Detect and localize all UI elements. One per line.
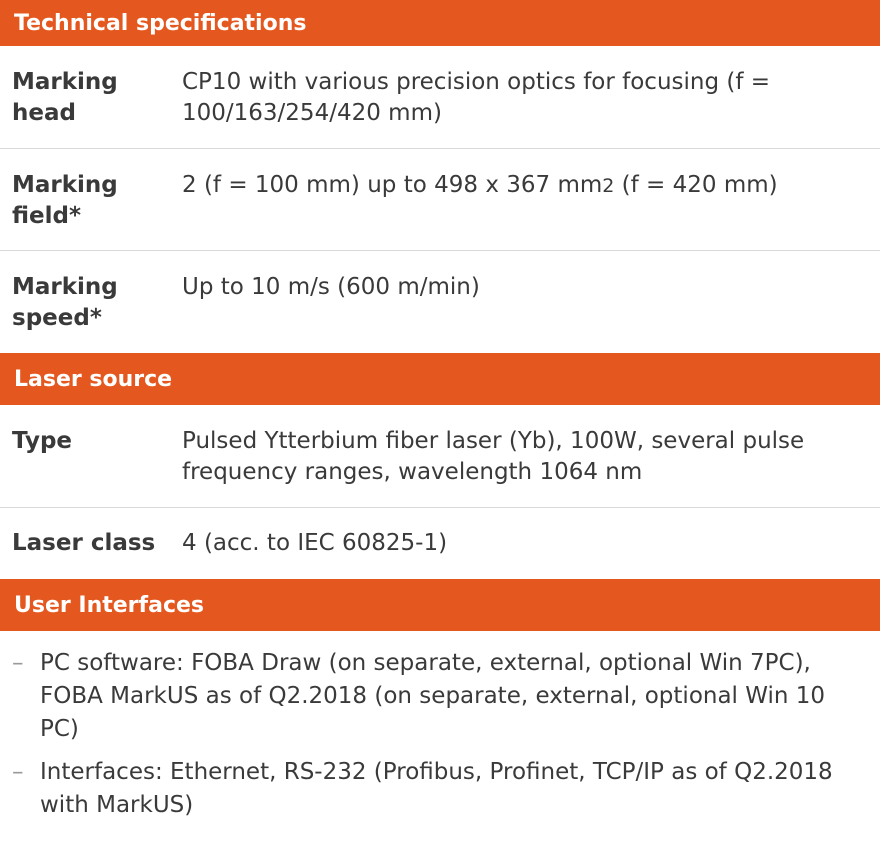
- spec-label: Laser class: [12, 530, 156, 556]
- spec-value-tail: (f = 420 mm): [614, 172, 778, 198]
- spec-value: 4 (acc. to IEC 60825-1): [182, 530, 448, 556]
- section-title: User Interfaces: [14, 592, 204, 618]
- list-item: [0, 647, 880, 746]
- spec-label: Marking head: [12, 69, 118, 126]
- spec-value: Pulsed Ytterbium fiber laser (Yb), 100W, several pulse frequency ranges, wavelength 1064 nm: [182, 428, 805, 485]
- section-header-user-interfaces: [0, 579, 880, 631]
- spec-label: Marking field*: [12, 172, 118, 229]
- list-item-text: Interfaces: Ethernet, RS-232 (Profibus, Profinet, TCP/IP as of Q2.2018 with MarkUS): [40, 759, 833, 818]
- user-interfaces-list: [0, 631, 884, 822]
- spec-row-type: [0, 405, 880, 508]
- spec-row-laser-class: [0, 508, 880, 579]
- spec-label: Marking speed*: [12, 274, 118, 331]
- spec-row-marking-field: [0, 149, 880, 251]
- list-item-text: PC software: FOBA Draw (on separate, external, optional Win 7PC), FOBA MarkUS as of Q2.2018 (on separate, external, optional Win 10 PC): [40, 650, 826, 742]
- dash-bullet: –: [12, 759, 24, 785]
- list-item: [0, 756, 880, 822]
- section-title: Technical specifications: [14, 10, 307, 36]
- section-header-laser-source: [0, 353, 880, 405]
- spec-label: Type: [12, 428, 73, 454]
- dash-bullet: –: [12, 650, 24, 676]
- section-title: Laser source: [14, 366, 173, 392]
- spec-value-superscript: 2: [602, 175, 615, 197]
- spec-row-marking-speed: [0, 251, 880, 353]
- spec-value: CP10 with various precision optics for focusing (f = 100/163/254/420 mm): [182, 69, 771, 126]
- section-header-technical-specifications: [0, 0, 880, 46]
- spec-value-main: 2 (f = 100 mm) up to 498 x 367 mm: [182, 172, 603, 198]
- spec-row-marking-head: [0, 46, 880, 149]
- spec-value: Up to 10 m/s (600 m/min): [182, 274, 480, 300]
- spec-value: [182, 170, 880, 250]
